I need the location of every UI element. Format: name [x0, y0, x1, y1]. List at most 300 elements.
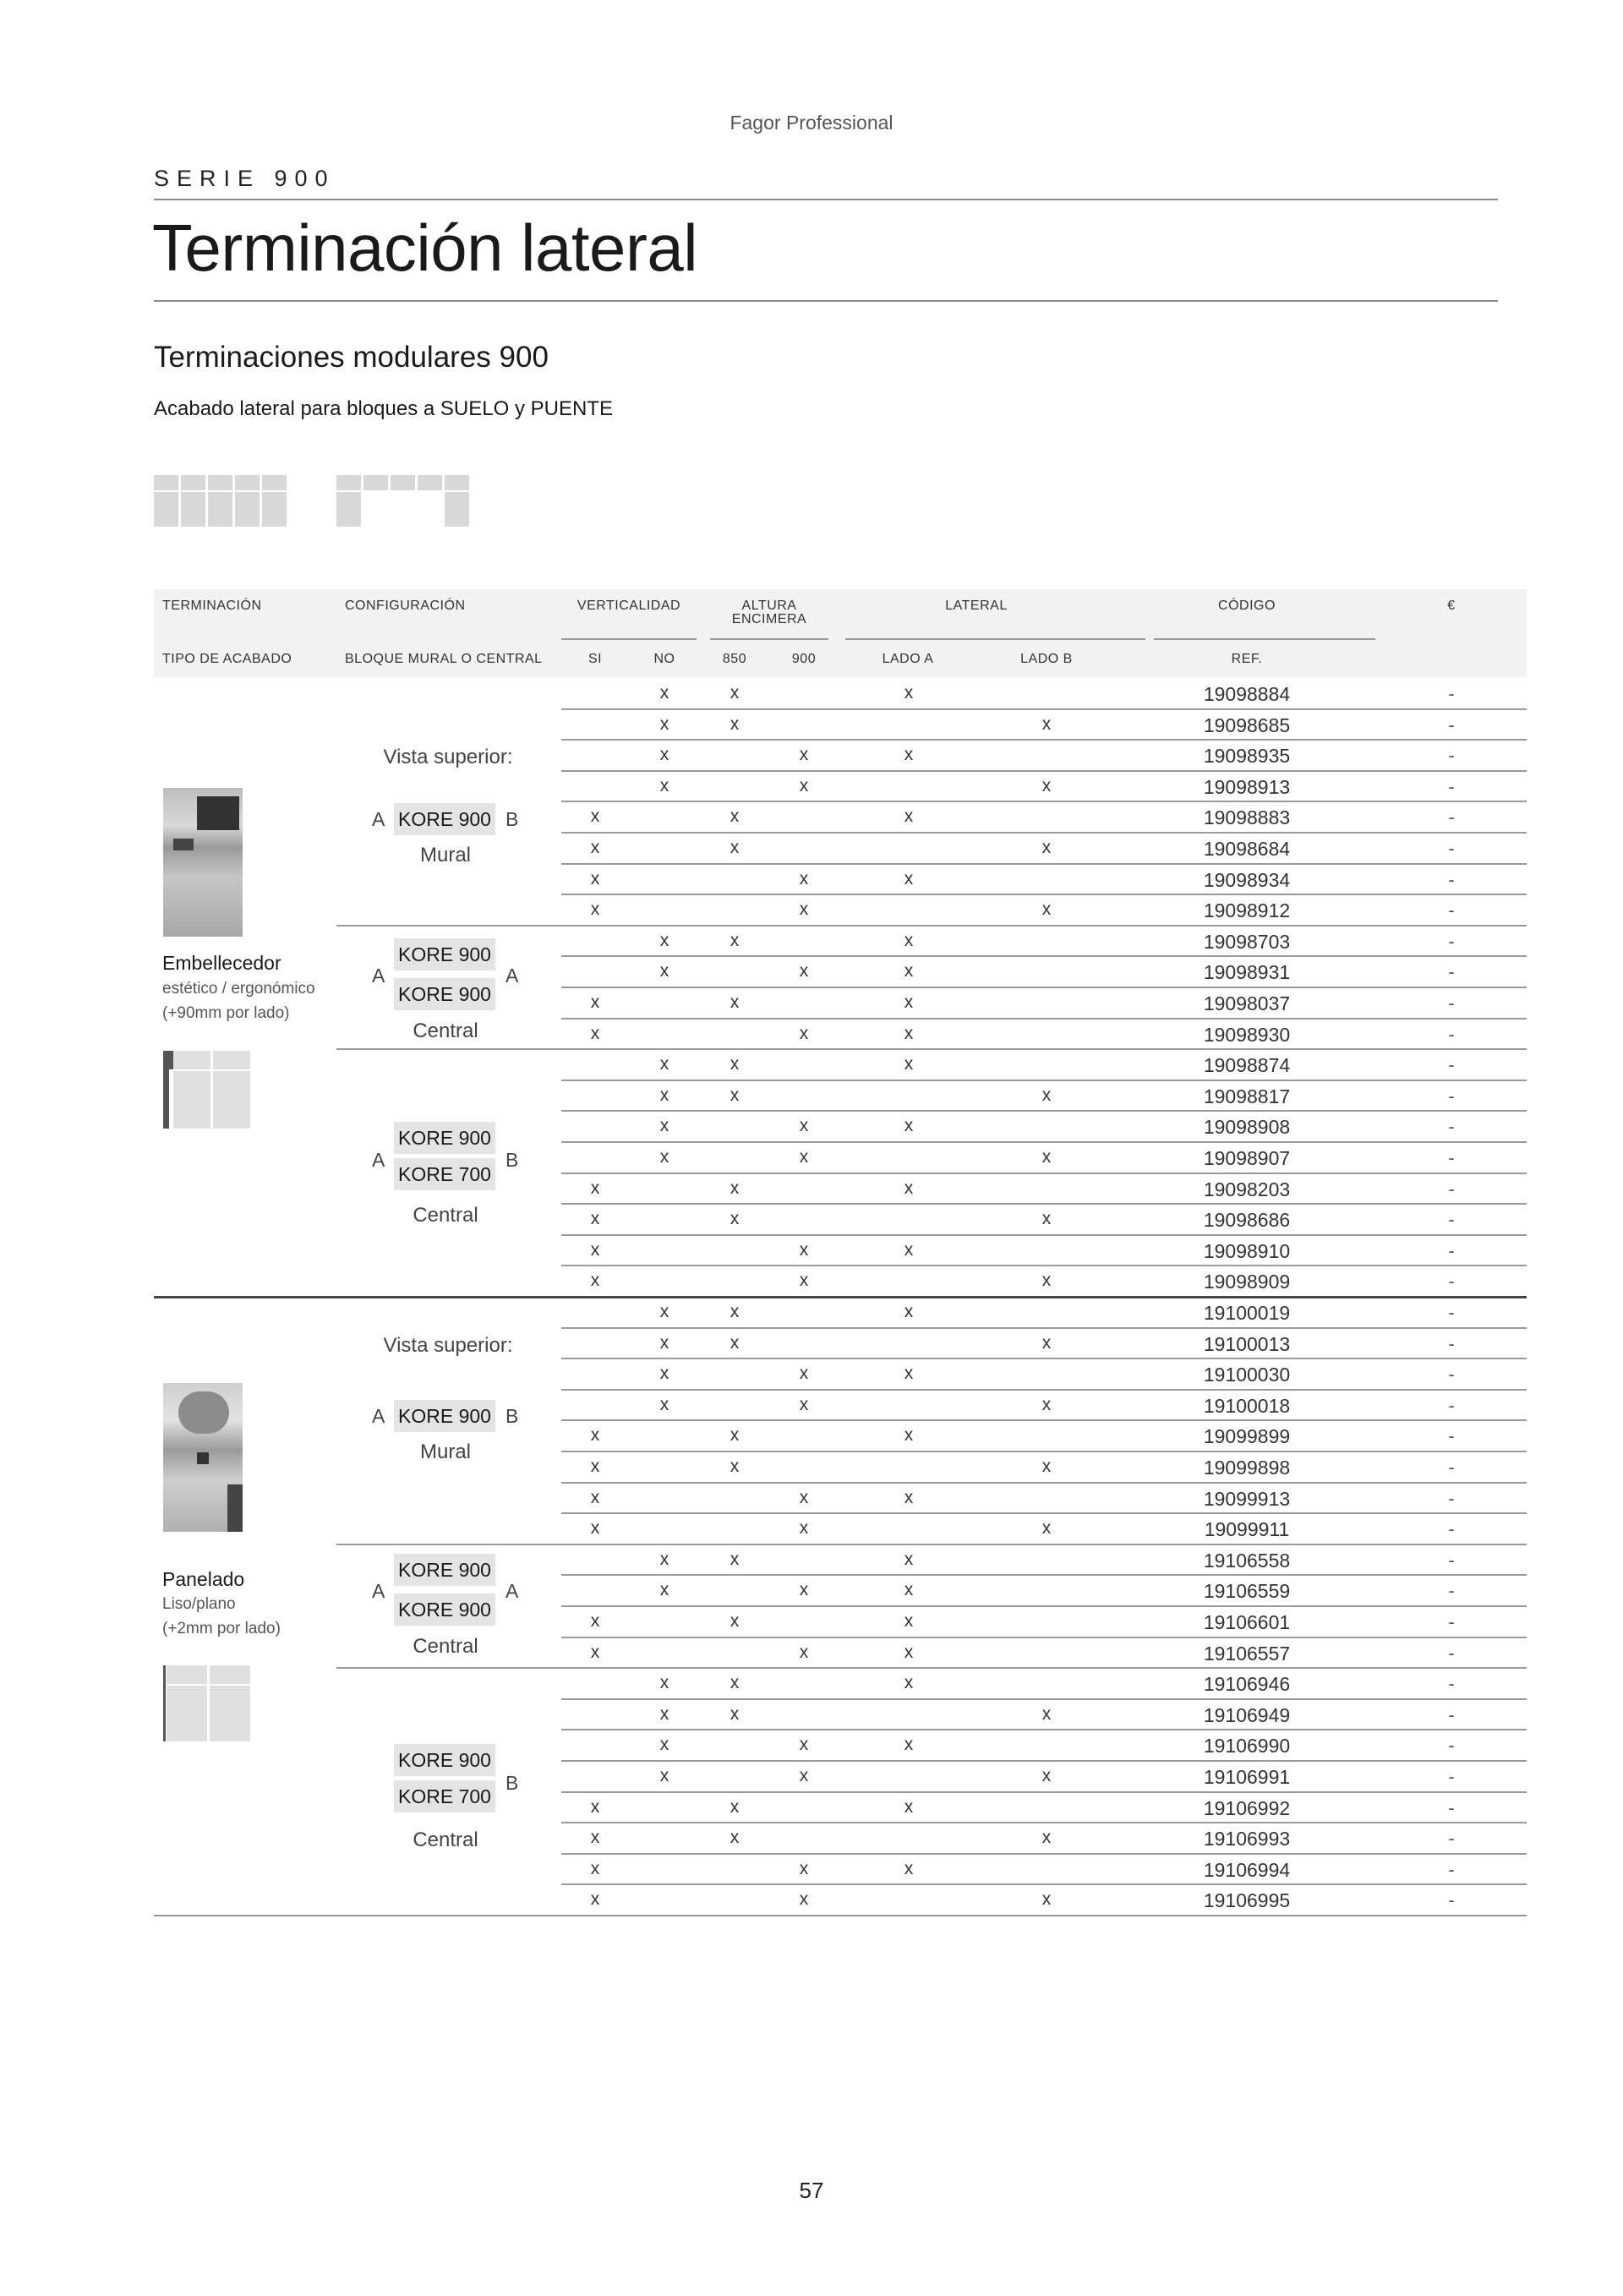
- page-number: 57: [799, 2178, 824, 2203]
- vista-superior-label: Vista superior:: [383, 1334, 513, 1357]
- row-divider: [561, 1853, 1527, 1855]
- verticalidad-mark: x: [590, 806, 600, 827]
- lateral-mark: x: [904, 961, 914, 981]
- altura-mark: x: [730, 1178, 740, 1198]
- embellecedor-product-photo: [163, 788, 243, 937]
- row-divider: [561, 1018, 1527, 1020]
- row-divider: [561, 1141, 1527, 1143]
- verticalidad-mark: x: [590, 1487, 600, 1507]
- row-divider: [336, 1544, 1527, 1545]
- row-divider: [561, 1729, 1527, 1730]
- verticalidad-mark: x: [590, 1178, 600, 1198]
- lateral-mark: x: [904, 1735, 914, 1755]
- ref-code: 19098817: [1203, 1085, 1291, 1107]
- altura-mark: x: [799, 1023, 809, 1043]
- verticalidad-mark: x: [590, 1611, 600, 1631]
- col-ref: REF.: [1231, 652, 1263, 666]
- price-value: -: [1448, 1178, 1455, 1200]
- price-value: -: [1448, 806, 1455, 828]
- ref-code: 19106949: [1203, 1703, 1291, 1726]
- price-value: -: [1448, 1054, 1455, 1076]
- row-divider: [561, 1637, 1527, 1638]
- ref-code: 19098883: [1203, 806, 1291, 829]
- altura-mark: x: [730, 1673, 740, 1693]
- side-letter: A: [372, 1149, 385, 1171]
- lateral-mark: x: [1041, 1209, 1052, 1229]
- lateral-mark: x: [904, 1054, 914, 1074]
- lateral-mark: x: [904, 1239, 914, 1260]
- side-letter: A: [372, 1580, 385, 1602]
- ref-code: 19098203: [1203, 1178, 1291, 1200]
- row-divider: [561, 1110, 1527, 1112]
- verticalidad-mark: x: [659, 1302, 669, 1321]
- row-divider: [561, 1203, 1527, 1205]
- verticalidad-mark: x: [659, 713, 669, 734]
- lateral-mark: x: [904, 683, 914, 702]
- row-divider: [561, 1791, 1527, 1793]
- verticalidad-mark: x: [659, 683, 669, 702]
- price-value: -: [1448, 1766, 1455, 1787]
- diagram-part: [167, 1684, 250, 1686]
- altura-mark: x: [730, 1549, 740, 1569]
- header-underline: [845, 638, 1145, 640]
- verticalidad-mark: x: [590, 1023, 600, 1043]
- price-value: -: [1448, 1518, 1455, 1540]
- col-lado-b: LADO B: [1020, 652, 1073, 666]
- diagram-part: [210, 1665, 250, 1741]
- ref-code: 19106991: [1203, 1766, 1291, 1788]
- row-divider: [561, 1822, 1527, 1823]
- verticalidad-mark: x: [659, 1085, 669, 1105]
- panelado-product-photo: [163, 1383, 243, 1532]
- price-value: -: [1448, 1487, 1455, 1509]
- price-value: -: [1448, 1023, 1455, 1045]
- row-divider: [561, 801, 1527, 802]
- lateral-mark: x: [1041, 775, 1052, 795]
- section-subtitle: (+2mm por lado): [162, 1620, 281, 1637]
- diagram-part: [163, 1665, 166, 1741]
- row-divider: [561, 987, 1527, 988]
- ref-code: 19106993: [1203, 1828, 1291, 1850]
- altura-mark: x: [799, 775, 809, 795]
- lateral-mark: x: [904, 1858, 914, 1878]
- row-divider: [561, 1173, 1527, 1174]
- verticalidad-mark: x: [659, 1580, 669, 1600]
- kore-module: KORE 900: [394, 1744, 495, 1776]
- side-letter: A: [505, 965, 519, 987]
- price-value: -: [1448, 1364, 1455, 1386]
- altura-mark: x: [799, 1239, 809, 1260]
- verticalidad-mark: x: [590, 992, 600, 1012]
- ref-code: 19106559: [1203, 1580, 1291, 1603]
- row-divider: [561, 1080, 1527, 1081]
- row-divider: [154, 1296, 1527, 1298]
- ref-code: 19100018: [1203, 1394, 1291, 1417]
- kore-module: KORE 900: [394, 1594, 495, 1626]
- altura-mark: x: [799, 1889, 809, 1910]
- verticalidad-mark: x: [659, 1703, 669, 1724]
- altura-mark: x: [799, 1518, 809, 1539]
- verticalidad-mark: x: [659, 1332, 669, 1353]
- row-divider: [561, 1327, 1527, 1329]
- lateral-mark: x: [904, 1611, 914, 1631]
- diagram-part: [213, 1051, 250, 1129]
- kore-module: KORE 900: [394, 1400, 495, 1432]
- col-configuracion: CONFIGURACIÓN: [345, 599, 466, 613]
- price-value: -: [1448, 1271, 1455, 1293]
- mural-label: Mural: [419, 1440, 471, 1463]
- lateral-mark: x: [1041, 838, 1052, 857]
- ref-code: 19106558: [1203, 1549, 1291, 1572]
- altura-mark: x: [799, 1394, 809, 1414]
- altura-mark: x: [730, 1332, 740, 1353]
- altura-mark: x: [799, 1766, 809, 1785]
- divider: [154, 199, 1498, 200]
- verticalidad-mark: x: [590, 1518, 600, 1539]
- price-value: -: [1448, 1735, 1455, 1757]
- vista-superior-label: Vista superior:: [383, 746, 513, 768]
- verticalidad-mark: x: [659, 1147, 669, 1167]
- altura-mark: x: [730, 1085, 740, 1105]
- altura-mark: x: [799, 1580, 809, 1600]
- altura-mark: x: [799, 745, 809, 765]
- section-title: Embellecedor: [162, 952, 281, 974]
- side-letter: B: [505, 1405, 519, 1427]
- row-divider: [561, 863, 1527, 865]
- lateral-mark: x: [1041, 899, 1052, 920]
- price-value: -: [1448, 1425, 1455, 1447]
- central-label: Central: [413, 1829, 478, 1851]
- ref-code: 19106992: [1203, 1796, 1291, 1819]
- page-title: Terminación lateral: [152, 210, 698, 285]
- lateral-mark: x: [904, 1673, 914, 1693]
- row-divider: [561, 1482, 1527, 1484]
- side-letter: B: [505, 1149, 519, 1171]
- product-photo-detail: [178, 1391, 229, 1434]
- altura-mark: x: [730, 683, 740, 702]
- floor-block-diagram: [154, 475, 289, 527]
- row-divider: [336, 1048, 1527, 1050]
- price-value: -: [1448, 1642, 1455, 1664]
- altura-mark: x: [799, 961, 809, 981]
- altura-mark: x: [730, 1425, 740, 1446]
- price-value: -: [1448, 1147, 1455, 1168]
- lateral-mark: x: [904, 1487, 914, 1507]
- verticalidad-mark: x: [590, 1425, 600, 1446]
- lateral-mark: x: [904, 1023, 914, 1043]
- ref-code: 19106995: [1203, 1889, 1291, 1912]
- page-subtitle: Terminaciones modulares 900: [154, 341, 549, 374]
- mural-label: Mural: [419, 844, 471, 866]
- ref-code: 19106601: [1203, 1611, 1291, 1633]
- price-value: -: [1448, 930, 1455, 952]
- lateral-mark: x: [1041, 1766, 1052, 1785]
- ref-code: 19098935: [1203, 745, 1291, 768]
- section-subtitle: (+90mm por lado): [162, 1004, 290, 1022]
- row-divider: [561, 894, 1527, 895]
- verticalidad-mark: x: [659, 1054, 669, 1074]
- row-divider: [561, 1358, 1527, 1359]
- row-divider: [561, 739, 1527, 741]
- diagram-part: [173, 1051, 210, 1129]
- product-photo-detail: [197, 796, 239, 830]
- altura-mark: x: [799, 899, 809, 920]
- price-value: -: [1448, 1889, 1455, 1911]
- altura-mark: x: [799, 868, 809, 888]
- diagram-divider: [336, 490, 474, 492]
- altura-mark: x: [799, 1735, 809, 1755]
- ref-code: 19100030: [1203, 1364, 1291, 1386]
- price-value: -: [1448, 1703, 1455, 1725]
- verticalidad-mark: x: [659, 1549, 669, 1569]
- altura-mark: x: [730, 1302, 740, 1321]
- row-divider: [561, 1389, 1527, 1391]
- header-underline: [1154, 638, 1375, 640]
- lateral-mark: x: [904, 1425, 914, 1446]
- row-divider: [561, 1883, 1527, 1885]
- altura-mark: x: [730, 838, 740, 857]
- lateral-mark: x: [904, 1178, 914, 1198]
- ref-code: 19106946: [1203, 1673, 1291, 1696]
- col-900: 900: [791, 652, 817, 666]
- page-description: Acabado lateral para bloques a SUELO y PUENTE: [154, 397, 613, 420]
- ref-code: 19098884: [1203, 683, 1291, 705]
- ref-code: 19099913: [1203, 1487, 1291, 1510]
- col-si: SI: [587, 652, 603, 666]
- row-divider: [561, 1234, 1527, 1236]
- side-letter: A: [505, 1580, 519, 1602]
- lateral-mark: x: [1041, 1457, 1052, 1476]
- verticalidad-mark: x: [659, 1394, 669, 1414]
- price-value: -: [1448, 899, 1455, 921]
- row-divider: [561, 1419, 1527, 1421]
- ref-code: 19098930: [1203, 1023, 1291, 1046]
- altura-mark: x: [730, 1611, 740, 1631]
- kore-module: KORE 900: [394, 1122, 495, 1154]
- price-value: -: [1448, 1209, 1455, 1231]
- price-value: -: [1448, 1332, 1455, 1354]
- verticalidad-mark: x: [659, 930, 669, 950]
- central-label: Central: [413, 1020, 478, 1042]
- price-value: -: [1448, 713, 1455, 735]
- kore-module: KORE 900: [394, 803, 495, 835]
- kore-module: KORE 900: [394, 1554, 495, 1586]
- row-divider: [561, 832, 1527, 834]
- diagram-part: [167, 1665, 207, 1741]
- kore-module: KORE 900: [394, 978, 495, 1010]
- verticalidad-mark: x: [659, 1673, 669, 1693]
- side-letter: A: [372, 965, 385, 987]
- verticalidad-mark: x: [659, 775, 669, 795]
- series-label: SERIE 900: [154, 166, 336, 191]
- ref-code: 19100013: [1203, 1332, 1291, 1355]
- altura-mark: x: [730, 1828, 740, 1848]
- altura-mark: x: [730, 1703, 740, 1724]
- verticalidad-mark: x: [590, 1239, 600, 1260]
- altura-mark: x: [730, 1457, 740, 1476]
- central-label: Central: [413, 1635, 478, 1658]
- lateral-mark: x: [1041, 1271, 1052, 1291]
- lateral-mark: x: [1041, 1394, 1052, 1414]
- col-no: NO: [653, 652, 675, 666]
- ref-code: 19098685: [1203, 713, 1291, 736]
- ref-code: 19106557: [1203, 1642, 1291, 1665]
- verticalidad-mark: x: [590, 1889, 600, 1910]
- col-bloque: BLOQUE MURAL O CENTRAL: [345, 652, 543, 666]
- diagram-part: [173, 1069, 250, 1071]
- lateral-mark: x: [1041, 1703, 1052, 1724]
- col-850: 850: [722, 652, 747, 666]
- section-title: Panelado: [162, 1568, 245, 1590]
- lateral-mark: x: [904, 1302, 914, 1321]
- col-euro: €: [1447, 599, 1456, 613]
- lateral-mark: x: [904, 992, 914, 1012]
- row-divider: [561, 1698, 1527, 1700]
- verticalidad-mark: x: [590, 1858, 600, 1878]
- section-subtitle: estético / ergonómico: [162, 980, 315, 998]
- verticalidad-mark: x: [659, 1735, 669, 1755]
- ref-code: 19098908: [1203, 1116, 1291, 1139]
- altura-mark: x: [799, 1116, 809, 1136]
- price-value: -: [1448, 1549, 1455, 1571]
- verticalidad-mark: x: [590, 1828, 600, 1848]
- verticalidad-mark: x: [659, 745, 669, 765]
- row-divider: [561, 1760, 1527, 1762]
- central-label: Central: [413, 1204, 478, 1227]
- diagram-part: [163, 1051, 173, 1069]
- lateral-mark: x: [1041, 713, 1052, 734]
- ref-code: 19098934: [1203, 868, 1291, 891]
- brand-name: Fagor Professional: [730, 112, 893, 134]
- side-letter: B: [505, 1772, 519, 1794]
- price-value: -: [1448, 1457, 1455, 1478]
- price-value: -: [1448, 1673, 1455, 1695]
- verticalidad-mark: x: [590, 868, 600, 888]
- altura-mark: x: [799, 1487, 809, 1507]
- embellecedor-side-diagram: [163, 1051, 256, 1129]
- row-divider: [561, 1512, 1527, 1514]
- altura-mark: x: [730, 930, 740, 950]
- altura-mark: x: [730, 992, 740, 1012]
- col-codigo: CÓDIGO: [1218, 599, 1276, 613]
- price-value: -: [1448, 1394, 1455, 1416]
- price-value: -: [1448, 1828, 1455, 1850]
- row-divider: [154, 1915, 1527, 1916]
- price-value: -: [1448, 775, 1455, 797]
- col-encimera: ENCIMERA: [731, 612, 807, 626]
- price-value: -: [1448, 683, 1455, 704]
- row-divider: [561, 1574, 1527, 1576]
- col-altura: ALTURA: [741, 599, 797, 613]
- side-letter: A: [372, 808, 385, 830]
- altura-mark: x: [730, 1796, 740, 1817]
- verticalidad-mark: x: [590, 1271, 600, 1291]
- bridge-block-diagram: [336, 475, 472, 527]
- lateral-mark: x: [904, 868, 914, 888]
- row-divider: [336, 925, 1527, 927]
- price-value: -: [1448, 1858, 1455, 1880]
- price-value: -: [1448, 745, 1455, 767]
- ref-code: 19098909: [1203, 1271, 1291, 1293]
- lateral-mark: x: [904, 1549, 914, 1569]
- price-value: -: [1448, 838, 1455, 859]
- verticalidad-mark: x: [590, 1209, 600, 1229]
- verticalidad-mark: x: [659, 1766, 669, 1785]
- row-divider: [561, 1605, 1527, 1607]
- lateral-mark: x: [904, 1364, 914, 1384]
- side-letter: A: [372, 1405, 385, 1427]
- lateral-mark: x: [904, 1580, 914, 1600]
- divider: [154, 300, 1498, 302]
- lateral-mark: x: [1041, 1332, 1052, 1353]
- col-terminacion: TERMINACIÓN: [162, 599, 262, 613]
- ref-code: 19106990: [1203, 1735, 1291, 1758]
- panelado-side-diagram: [163, 1665, 253, 1741]
- verticalidad-mark: x: [659, 1364, 669, 1384]
- lateral-mark: x: [1041, 1828, 1052, 1848]
- lateral-mark: x: [904, 1642, 914, 1662]
- altura-mark: x: [730, 1209, 740, 1229]
- row-divider: [561, 1451, 1527, 1452]
- ref-code: 19098913: [1203, 775, 1291, 798]
- col-verticalidad: VERTICALIDAD: [577, 599, 681, 613]
- altura-mark: x: [799, 1364, 809, 1384]
- lateral-mark: x: [904, 930, 914, 950]
- ref-code: 19106994: [1203, 1858, 1291, 1881]
- price-value: -: [1448, 992, 1455, 1014]
- price-value: -: [1448, 1302, 1455, 1323]
- lateral-mark: x: [1041, 1889, 1052, 1910]
- ref-code: 19100019: [1203, 1302, 1291, 1324]
- price-value: -: [1448, 868, 1455, 890]
- product-photo-detail: [173, 839, 194, 850]
- ref-code: 19099899: [1203, 1425, 1291, 1448]
- side-letter: B: [505, 808, 519, 830]
- altura-mark: x: [730, 806, 740, 827]
- ref-code: 19099898: [1203, 1457, 1291, 1479]
- product-photo-detail: [227, 1484, 243, 1532]
- price-value: -: [1448, 1611, 1455, 1632]
- header-underline: [561, 638, 697, 640]
- altura-mark: x: [730, 713, 740, 734]
- lateral-mark: x: [904, 745, 914, 765]
- ref-code: 19098874: [1203, 1054, 1291, 1077]
- price-value: -: [1448, 1116, 1455, 1138]
- lateral-mark: x: [1041, 1518, 1052, 1539]
- product-photo-detail: [197, 1452, 209, 1464]
- lateral-mark: x: [904, 806, 914, 827]
- price-value: -: [1448, 1085, 1455, 1107]
- row-divider: [561, 1265, 1527, 1266]
- ref-code: 19098703: [1203, 930, 1291, 953]
- price-value: -: [1448, 1796, 1455, 1818]
- diagram-divider: [154, 490, 292, 492]
- row-divider: [336, 1667, 1527, 1669]
- price-value: -: [1448, 1239, 1455, 1261]
- ref-code: 19098912: [1203, 899, 1291, 922]
- ref-code: 19098907: [1203, 1147, 1291, 1169]
- altura-mark: x: [799, 1858, 809, 1878]
- row-divider: [561, 708, 1527, 710]
- ref-code: 19098931: [1203, 961, 1291, 984]
- lateral-mark: x: [1041, 1085, 1052, 1105]
- ref-code: 19098684: [1203, 838, 1291, 860]
- kore-module: KORE 900: [394, 938, 495, 970]
- col-lateral: LATERAL: [945, 599, 1008, 613]
- verticalidad-mark: x: [590, 899, 600, 920]
- ref-code: 19098686: [1203, 1209, 1291, 1232]
- altura-mark: x: [730, 1054, 740, 1074]
